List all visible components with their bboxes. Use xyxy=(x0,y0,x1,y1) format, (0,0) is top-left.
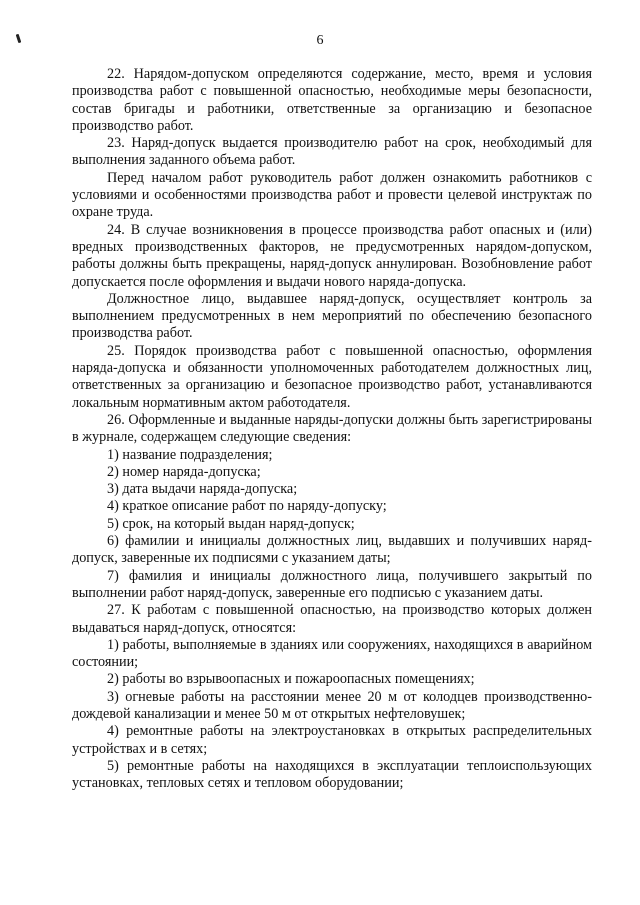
paragraph-24: 24. В случае возникновения в процессе производства работ опасных и (или) вредных производственных факторов, не предусмотренных нарядом-допуском, работы должны быть прекращены, наряд-допуск аннулирован. Возобновление работ допускается после оформления и выдачи нового наряда-допуска. xyxy=(72,221,592,290)
page-number: 6 xyxy=(316,33,324,48)
paragraph-22: 22. Нарядом-допуском определяются содержание, место, время и условия производства работ с повышенной опасностью, необходимые меры безопасности, состав бригады и работники, ответственные за организацию и безопасное производство работ. xyxy=(72,66,592,134)
list-item-26-7: 7) фамилия и инициалы должностного лица, получившего закрытый по выполнении работ наряд-допуск, заверенные его подписью с указанием даты. xyxy=(72,567,592,601)
list-item-26-5: 5) срок, на который выдан наряд-допуск; xyxy=(107,515,355,532)
paragraph-27: 27. К работам с повышенной опасностью, на производство которых должен выдаваться наряд-допуск, относятся: xyxy=(72,602,592,636)
list-item-27-3: 3) огневые работы на расстоянии менее 20 м от колодцев производственно-дождевой канализации и менее 50 м от открытых нефтеловушек; xyxy=(72,688,592,722)
list-item-27-4: 4) ремонтные работы на электроустановках в открытых распределительных устройствах и в сетях; xyxy=(72,723,592,757)
list-item-26-3: 3) дата выдачи наряда-допуска; xyxy=(107,481,298,498)
paragraph-23: 23. Наряд-допуск выдается производителю работ на срок, необходимый для выполнения заданного объема работ. xyxy=(72,135,592,169)
list-item-27-2: 2) работы во взрывоопасных и пожароопасных помещениях; xyxy=(107,671,475,688)
paragraph-25: 25. Порядок производства работ с повышенной опасностью, оформления наряда-допуска и обязанности уполномоченных работодателем должностных лиц, ответственных за организацию и безопасное производство работ, устанавливаются локальным нормативным актом работодателя. xyxy=(72,342,592,411)
paragraph-26: 26. Оформленные и выданные наряды-допуски должны быть зарегистрированы в журнале, содержащем следующие сведения: xyxy=(72,411,592,446)
document-body xyxy=(72,66,592,792)
list-item-26-6: 6) фамилии и инициалы должностных лиц, выдавших и получивших наряд-допуск, заверенные их подписями с указанием даты; xyxy=(72,533,592,567)
paragraph-23-instruction: Перед началом работ руководитель работ должен ознакомить работников с условиями и особенностями производства работ и провести целевой инструктаж по охране труда. xyxy=(72,169,592,221)
list-item-26-2: 2) номер наряда-допуска; xyxy=(107,463,261,480)
paragraph-24-control: Должностное лицо, выдавшее наряд-допуск, осуществляет контроль за выполнением предусмотренных в нем мероприятий по обеспечению безопасного производства работ. xyxy=(72,290,592,342)
list-item-27-1: 1) работы, выполняемые в зданиях или сооружениях, находящихся в аварийном состоянии; xyxy=(72,636,592,671)
list-item-27-5: 5) ремонтные работы на находящихся в эксплуатации теплоиспользующих установках, тепловых сетях и тепловом оборудовании; xyxy=(72,757,592,792)
list-item-26-4: 4) краткое описание работ по наряду-допуску; xyxy=(107,498,387,515)
list-item-26-1: 1) название подразделения; xyxy=(107,446,273,463)
